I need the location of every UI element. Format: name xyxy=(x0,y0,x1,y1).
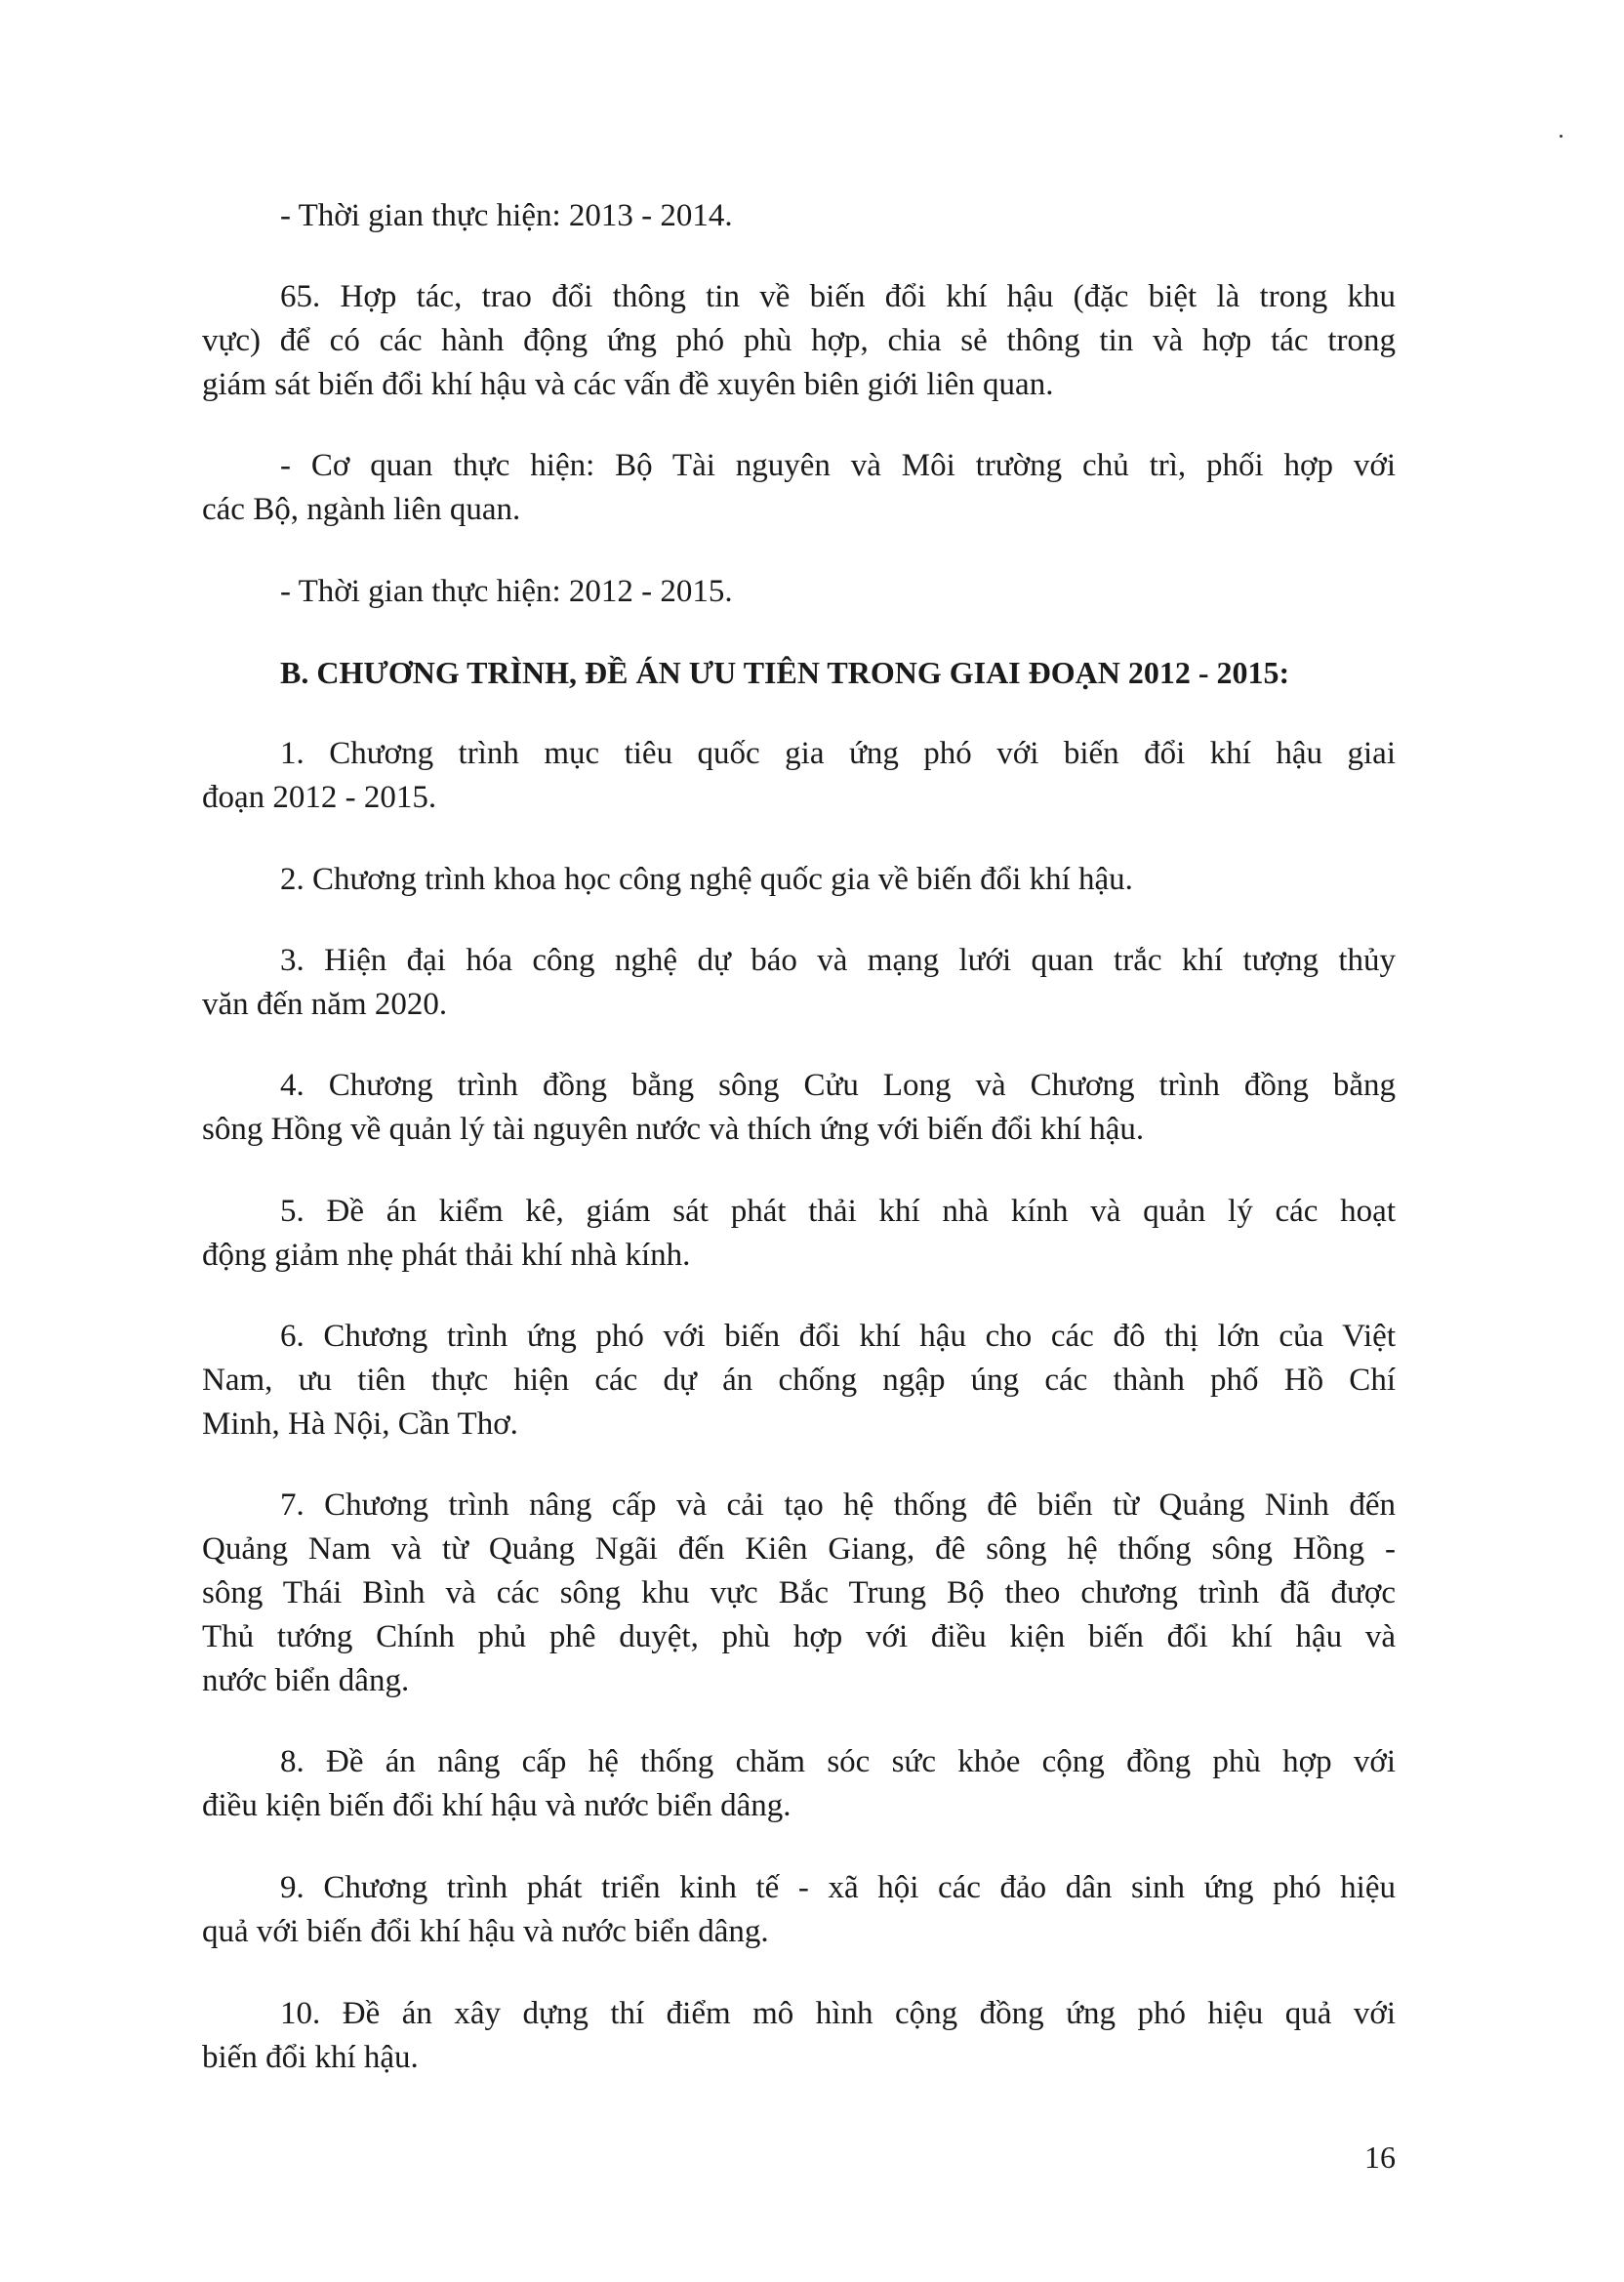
scan-speck xyxy=(1560,135,1563,138)
text-line: động giảm nhẹ phát thải khí nhà kính. xyxy=(202,1238,691,1273)
text-line: 65. Hợp tác, trao đổi thông tin về biến đổi khí hậu (đặc biệt là trong khu xyxy=(280,279,1396,314)
text-line: - Thời gian thực hiện: 2013 - 2014. xyxy=(280,198,733,233)
text-line: Minh, Hà Nội, Cần Thơ. xyxy=(202,1406,518,1442)
text-line: 1. Chương trình mục tiêu quốc gia ứng phó với biến đổi khí hậu giai xyxy=(280,736,1396,771)
text-line: - Cơ quan thực hiện: Bộ Tài nguyên và Môi trường chủ trì, phối hợp với xyxy=(280,448,1396,483)
list-item-7 xyxy=(202,1484,1396,1703)
text-line: đoạn 2012 - 2015. xyxy=(202,780,437,815)
list-item-10 xyxy=(202,1992,1396,2080)
text-line: 5. Đề án kiểm kê, giám sát phát thải khí nhà kính và quản lý các hoạt xyxy=(280,1194,1396,1229)
paragraph-time-2013-2014 xyxy=(202,194,1396,238)
text-line: nước biển dâng. xyxy=(202,1663,410,1698)
list-item-5 xyxy=(202,1190,1396,1278)
list-item-6 xyxy=(202,1315,1396,1447)
list-item-2 xyxy=(202,858,1396,902)
list-item-4 xyxy=(202,1064,1396,1152)
text-line: 6. Chương trình ứng phó với biến đổi khí hậu cho các đô thị lớn của Việt xyxy=(280,1319,1396,1354)
text-line: giám sát biến đổi khí hậu và các vấn đề xuyên biên giới liên quan. xyxy=(202,367,1054,402)
list-item-9 xyxy=(202,1866,1396,1954)
section-heading-b xyxy=(202,651,1396,695)
text-line: sông Hồng về quản lý tài nguyên nước và thích ứng với biến đổi khí hậu. xyxy=(202,1112,1145,1147)
text-line: Nam, ưu tiên thực hiện các dự án chống ngập úng các thành phố Hồ Chí xyxy=(202,1363,1396,1398)
text-line: Quảng Nam và từ Quảng Ngãi đến Kiên Giang, đê sông hệ thống sông Hồng - xyxy=(202,1531,1396,1567)
text-line: Thủ tướng Chính phủ phê duyệt, phù hợp với điều kiện biến đổi khí hậu và xyxy=(202,1619,1396,1654)
text-line: 8. Đề án nâng cấp hệ thống chăm sóc sức khỏe cộng đồng phù hợp với xyxy=(280,1744,1396,1779)
text-line: 10. Đề án xây dựng thí điểm mô hình cộng đồng ứng phó hiệu quả với xyxy=(280,1996,1396,2031)
text-line: 2. Chương trình khoa học công nghệ quốc gia về biến đổi khí hậu. xyxy=(280,862,1133,897)
text-line: điều kiện biến đổi khí hậu và nước biển dâng. xyxy=(202,1788,792,1823)
heading-line: B. CHƯƠNG TRÌNH, ĐỀ ÁN ƯU TIÊN TRONG GIAI ĐOẠN 2012 - 2015: xyxy=(280,655,1290,690)
text-line: - Thời gian thực hiện: 2012 - 2015. xyxy=(280,574,733,609)
paragraph-time-2012-2015 xyxy=(202,570,1396,614)
text-line: vực) để có các hành động ứng phó phù hợp, chia sẻ thông tin và hợp tác trong xyxy=(202,323,1396,358)
list-item-8 xyxy=(202,1740,1396,1828)
list-item-3 xyxy=(202,939,1396,1027)
text-line: 3. Hiện đại hóa công nghệ dự báo và mạng lưới quan trắc khí tượng thủy xyxy=(280,943,1396,978)
paragraph-agency xyxy=(202,444,1396,532)
paragraph-item-65 xyxy=(202,275,1396,407)
text-line: các Bộ, ngành liên quan. xyxy=(202,492,521,527)
text-line: biến đổi khí hậu. xyxy=(202,2040,419,2075)
text-line: 7. Chương trình nâng cấp và cải tạo hệ thống đê biển từ Quảng Ninh đến xyxy=(280,1487,1396,1523)
text-line: văn đến năm 2020. xyxy=(202,987,448,1022)
text-line: 9. Chương trình phát triển kinh tế - xã hội các đảo dân sinh ứng phó hiệu xyxy=(280,1870,1396,1905)
text-line: 4. Chương trình đồng bằng sông Cửu Long và Chương trình đồng bằng xyxy=(280,1068,1396,1103)
text-line: sông Thái Bình và các sông khu vực Bắc Trung Bộ theo chương trình đã được xyxy=(202,1575,1396,1610)
page-number: 16 xyxy=(1364,2139,1396,2175)
list-item-1 xyxy=(202,732,1396,820)
text-line: quả với biến đổi khí hậu và nước biển dâng. xyxy=(202,1914,769,1949)
